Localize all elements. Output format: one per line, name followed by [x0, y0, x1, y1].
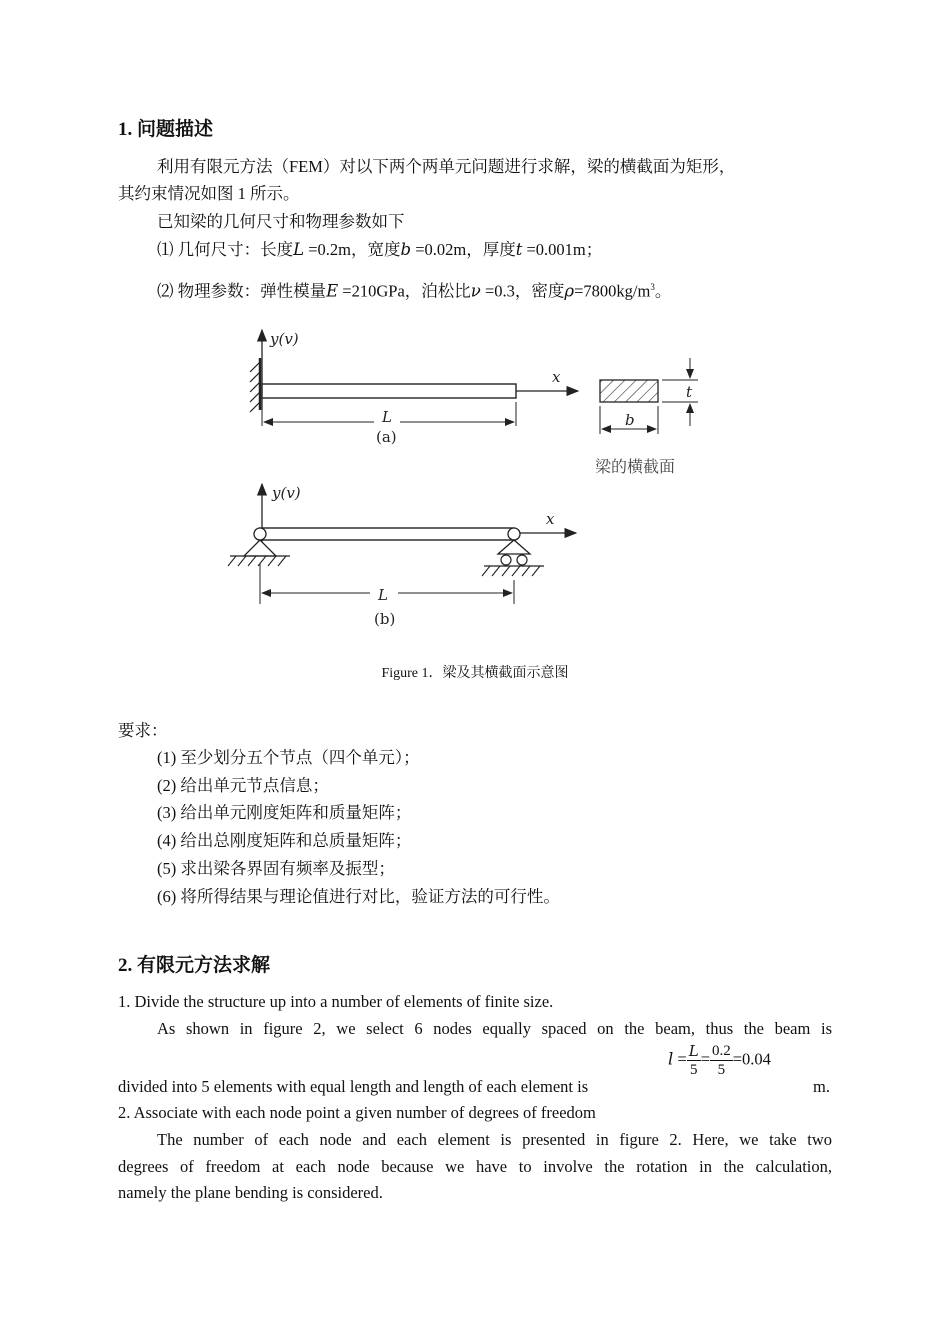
formula-frac2-num: 0.2: [712, 1043, 731, 1059]
phys-rho-exponent: 3: [650, 282, 655, 292]
b-caption: (b): [374, 610, 396, 628]
formula-fraction-1: [687, 1042, 701, 1079]
a-caption: (a): [376, 428, 397, 446]
a-axis-x-label: x: [552, 368, 561, 386]
formula-unit: m.: [813, 1077, 830, 1096]
a-length-label: L: [382, 408, 392, 426]
step-1-paragraph-line-2: divided into 5 elements with equal length and length of each element is: [118, 1077, 589, 1096]
requirement-item-5: (5) 求出梁各界固有频率及振型；: [157, 859, 395, 878]
formula-fraction-2: [710, 1042, 733, 1079]
intro-line-1: 利用有限元方法（FEM）对以下两个两单元问题进行求解，梁的横截面为矩形，: [157, 157, 736, 176]
phys-rho-value: =7800kg/m: [574, 281, 651, 301]
requirement-item-1: (1) 至少划分五个节点（四个单元）；: [157, 748, 420, 767]
beam-a: [250, 330, 578, 446]
formula-frac1-den: 5: [689, 1062, 698, 1078]
formula-eq1: =: [673, 1049, 687, 1069]
phys-nu-value: =0.3: [480, 281, 515, 301]
intro-line-2: 其约束情况如图 1 所示。: [118, 184, 300, 203]
requirement-item-2: (2) 给出单元节点信息；: [157, 776, 329, 795]
geom-prefix: ⑴ 几何尺寸：长度: [157, 240, 294, 259]
figure-1-caption: Figure 1．梁及其横截面示意图: [381, 666, 569, 681]
formula-eq3: =0.04: [732, 1049, 771, 1069]
phys-end: 。: [654, 281, 672, 301]
cs-caption: 梁的横截面: [595, 457, 676, 476]
section-2-heading: 2. 有限元方法求解: [118, 955, 271, 976]
physical-line: [157, 277, 671, 302]
cs-b-label: b: [625, 411, 635, 429]
beam-b: [228, 484, 576, 628]
geom-L-value: =0.2: [304, 240, 339, 259]
step-2-paragraph-line-2: degrees of freedom at each node because we have to involve the rotation in the calculation,: [118, 1157, 832, 1176]
requirement-item-3: (3) 给出单元刚度矩阵和质量矩阵；: [157, 803, 412, 822]
cross-section: [595, 358, 698, 476]
step-2-paragraph-line-1: The number of each node and each element is presented in figure 2. Here, we take two: [157, 1130, 832, 1149]
cs-t-label: t: [686, 383, 693, 401]
formula-frac1-num: L: [688, 1042, 699, 1060]
phys-rho-symbol: ρ: [564, 281, 575, 301]
b-length-label: L: [378, 586, 388, 604]
step-2-paragraph-line-3: namely the plane bending is considered.: [118, 1183, 383, 1202]
geometry-line: [157, 240, 602, 260]
phys-E-symbol: E: [326, 281, 339, 301]
formula-eq2: =: [700, 1049, 710, 1069]
geom-L-symbol: L: [293, 240, 305, 259]
b-axis-x-label: x: [546, 510, 555, 528]
geom-b-unit: m，厚度: [453, 240, 516, 259]
b-axis-y-label: y(v): [272, 484, 301, 502]
phys-prefix: ⑵ 物理参数：弹性模量: [157, 281, 327, 301]
a-axis-y-label: y(v): [270, 330, 299, 348]
step-1-heading: 1. Divide the structure up into a number of elements of finite size.: [118, 992, 554, 1011]
formula-frac2-den: 5: [717, 1062, 726, 1078]
known-params-line: 已知梁的几何尺寸和物理参数如下: [157, 212, 405, 231]
geom-t-value: =0.001: [522, 240, 573, 259]
geom-b-value: =0.02: [411, 240, 454, 259]
requirements-title: 要求：: [118, 721, 168, 740]
step-2-heading: 2. Associate with each node point a given number of degrees of freedom: [118, 1103, 596, 1122]
formula-l: l: [668, 1049, 674, 1069]
requirement-item-4: (4) 给出总刚度矩阵和总质量矩阵；: [157, 831, 412, 850]
step-1-paragraph-line-1: As shown in figure 2, we select 6 nodes equally spaced on the beam, thus the beam is: [157, 1019, 832, 1038]
section-1-heading: 1. 问题描述: [118, 119, 214, 140]
phys-E-unit: GPa，泊松比: [376, 281, 471, 301]
geom-t-unit: m；: [572, 240, 603, 259]
phys-E-value: =210: [338, 281, 377, 301]
element-length-formula: [668, 1042, 771, 1079]
geom-b-symbol: b: [400, 240, 412, 259]
geom-t-symbol: t: [515, 240, 523, 259]
phys-nu-symbol: ν: [470, 281, 481, 301]
geom-L-unit: m，宽度: [338, 240, 401, 259]
phys-nu-unit: ，密度: [514, 281, 565, 301]
figure-1: [200, 318, 740, 638]
requirement-item-6: (6) 将所得结果与理论值进行对比，验证方法的可行性。: [157, 887, 560, 906]
